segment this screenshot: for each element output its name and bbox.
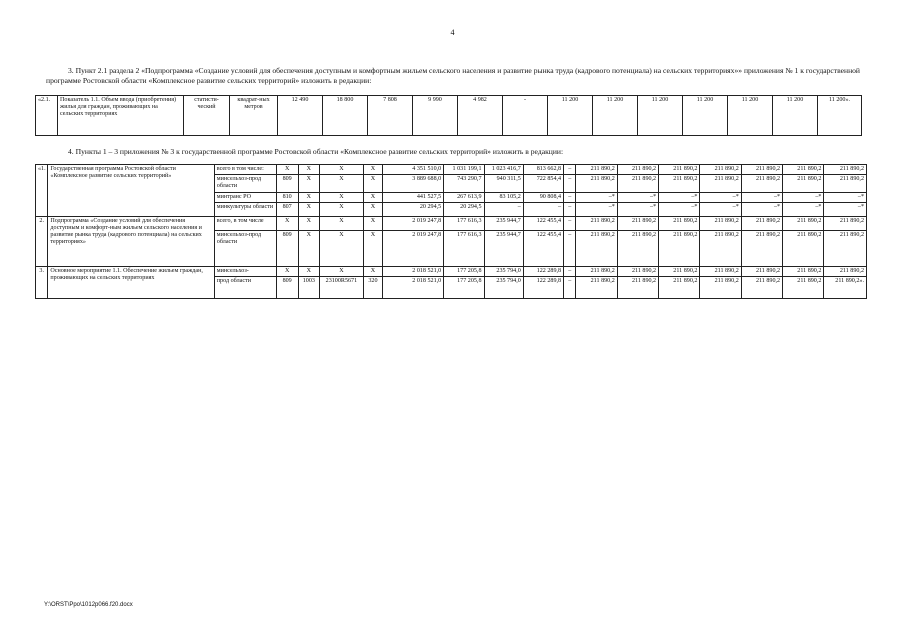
total-cell: 20 294,5: [383, 202, 444, 216]
grbs-cell: 810: [276, 192, 298, 202]
year-value-cell: –*: [659, 202, 700, 216]
vr-cell: X: [363, 175, 383, 192]
csr-cell: X: [320, 216, 363, 230]
year-value-cell: 177 205,8: [444, 266, 484, 276]
funding-table: [35, 164, 867, 299]
year-value-cell: –: [523, 202, 563, 216]
year-value-cell: 267 613,9: [444, 192, 484, 202]
value-cell: 12 490: [278, 96, 323, 136]
vr-cell: X: [363, 202, 383, 216]
year-value-cell: –: [564, 216, 576, 230]
total-cell: 2 018 521,0: [383, 266, 444, 276]
paragraph-4: 4. Пункты 1 – 3 приложения № 3 к государственной программе Ростовской области «Комплексное развитие сельских территорий» изложить в редакции:: [68, 147, 564, 156]
year-value-cell: –: [564, 202, 576, 216]
value-cell: 18 800: [323, 96, 368, 136]
rzpr-cell: X: [298, 192, 320, 202]
year-value-cell: 177 616,3: [444, 230, 484, 266]
program-name: Государственная программа Ростовской области «Комплексное развитие сельских территорий»: [48, 165, 214, 217]
grbs-cell: 809: [276, 277, 298, 299]
executor-cell: минтранс РО: [214, 192, 276, 202]
year-value-cell: 211 890,2: [824, 230, 867, 266]
page-number: 4: [450, 28, 455, 37]
csr-cell: X: [320, 165, 363, 175]
vr-cell: X: [363, 216, 383, 230]
year-value-cell: 211 890,2: [824, 165, 867, 175]
row-number: «2.1.: [36, 96, 58, 136]
year-value-cell: 122 455,4: [523, 216, 563, 230]
year-value-cell: 211 890,2: [659, 266, 700, 276]
year-value-cell: 177 205,8: [444, 277, 484, 299]
year-value-cell: –*: [783, 202, 824, 216]
year-value-cell: 211 890,2: [617, 230, 658, 266]
program-name: Подпрограмма «Создание условий для обеспечения доступным и комфорт-ным жильем сельского населения и развитие рынка труда (кадрового потенциала) на сельских территориях»: [48, 216, 214, 266]
year-value-cell: 211 890,2».: [824, 277, 867, 299]
executor-cell: минсельхоз-: [214, 266, 276, 276]
year-value-cell: –*: [617, 192, 658, 202]
indicator-name: Показатель 1.1. Объем ввода (приобретения) жилья для граждан, проживающих на сельских территориях: [58, 96, 184, 136]
year-value-cell: –: [564, 266, 576, 276]
rzpr-cell: X: [298, 202, 320, 216]
year-value-cell: –*: [659, 192, 700, 202]
total-cell: 441 527,5: [383, 192, 444, 202]
csr-cell: X: [320, 230, 363, 266]
year-value-cell: 813 662,8: [523, 165, 563, 175]
row-number: «1.: [36, 165, 48, 217]
vr-cell: 320: [363, 277, 383, 299]
year-value-cell: –*: [783, 192, 824, 202]
year-value-cell: 235 794,0: [484, 266, 523, 276]
executor-cell: всего в том числе:: [214, 165, 276, 175]
year-value-cell: 122 289,8: [523, 277, 563, 299]
year-value-cell: 211 890,2: [700, 266, 741, 276]
year-value-cell: 743 290,7: [444, 175, 484, 192]
year-value-cell: 211 890,2: [783, 165, 824, 175]
year-value-cell: –*: [576, 202, 617, 216]
vr-cell: X: [363, 230, 383, 266]
value-cell: 11 200: [593, 96, 638, 136]
executor-cell: прод области: [214, 277, 276, 299]
year-value-cell: 211 890,2: [783, 266, 824, 276]
year-value-cell: 211 890,2: [824, 266, 867, 276]
year-value-cell: 83 105,2: [484, 192, 523, 202]
year-value-cell: 211 890,2: [617, 266, 658, 276]
year-value-cell: 211 890,2: [617, 216, 658, 230]
year-value-cell: 211 890,2: [783, 175, 824, 192]
year-value-cell: 211 890,2: [741, 230, 782, 266]
csr-cell: X: [320, 266, 363, 276]
year-value-cell: 90 808,4: [523, 192, 563, 202]
year-value-cell: –*: [700, 202, 741, 216]
year-value-cell: 211 890,2: [783, 230, 824, 266]
value-cell: 11 200: [638, 96, 683, 136]
year-value-cell: 211 890,2: [741, 266, 782, 276]
paragraph-3: 3. Пункт 2.1 раздела 2 «Подпрограмма «Создание условий для обеспечения доступным и комфортным жильем сельского населения и развитие рынка труда (кадрового потенциала) на сельских территориях»» приложения № 1 к государственной программе Ростовской области «Комплексное развитие сельских территорий» изложить в редакции:: [46, 66, 860, 85]
year-value-cell: 1 023 416,7: [484, 165, 523, 175]
table-row: [36, 216, 867, 230]
year-value-cell: 20 294,5: [444, 202, 484, 216]
year-value-cell: –: [564, 192, 576, 202]
year-value-cell: –*: [741, 192, 782, 202]
grbs-cell: 807: [276, 202, 298, 216]
year-value-cell: 211 890,2: [741, 277, 782, 299]
csr-cell: X: [320, 175, 363, 192]
total-cell: 2 018 521,0: [383, 277, 444, 299]
grbs-cell: X: [276, 216, 298, 230]
vr-cell: X: [363, 165, 383, 175]
year-value-cell: –*: [741, 202, 782, 216]
table-row: [36, 96, 862, 136]
rzpr-cell: X: [298, 230, 320, 266]
year-value-cell: 211 890,2: [576, 216, 617, 230]
executor-cell: минкультуры области: [214, 202, 276, 216]
csr-cell: X: [320, 192, 363, 202]
table-row: [36, 266, 867, 276]
year-value-cell: 122 455,4: [523, 230, 563, 266]
year-value-cell: 211 890,2: [824, 175, 867, 192]
year-value-cell: 940 311,5: [484, 175, 523, 192]
year-value-cell: 211 890,2: [783, 277, 824, 299]
year-value-cell: 211 890,2: [741, 165, 782, 175]
program-name: Основное мероприятие 1.1. Обеспечение жильем граждан, проживающих на сельских территориях: [48, 266, 214, 298]
year-value-cell: –: [484, 202, 523, 216]
year-value-cell: 211 890,2: [617, 175, 658, 192]
value-cell: 4 982: [458, 96, 503, 136]
year-value-cell: 1 031 199,1: [444, 165, 484, 175]
table-row: [36, 165, 867, 175]
rzpr-cell: X: [298, 216, 320, 230]
year-value-cell: 122 289,8: [523, 266, 563, 276]
value-cell: 11 200: [683, 96, 728, 136]
value-cell: 9 990: [413, 96, 458, 136]
value-cell: 11 200: [773, 96, 818, 136]
year-value-cell: 211 890,2: [659, 175, 700, 192]
rzpr-cell: X: [298, 266, 320, 276]
year-value-cell: 211 890,2: [741, 175, 782, 192]
rzpr-cell: X: [298, 165, 320, 175]
year-value-cell: 211 890,2: [659, 230, 700, 266]
total-cell: 4 351 510,0: [383, 165, 444, 175]
year-value-cell: –: [564, 175, 576, 192]
row-number: 3.: [36, 266, 48, 298]
executor-cell: всего, в том числе: [214, 216, 276, 230]
year-value-cell: 211 890,2: [659, 216, 700, 230]
year-value-cell: –*: [824, 192, 867, 202]
row-number: 2.: [36, 216, 48, 266]
indicator-unit: квадрат-ных метров: [230, 96, 278, 136]
indicator-table: [35, 95, 862, 136]
year-value-cell: 211 890,2: [700, 165, 741, 175]
csr-cell: 23100R5671: [320, 277, 363, 299]
grbs-cell: 809: [276, 230, 298, 266]
year-value-cell: 211 890,2: [700, 277, 741, 299]
vr-cell: X: [363, 192, 383, 202]
value-cell: 11 200: [728, 96, 773, 136]
year-value-cell: 211 890,2: [659, 277, 700, 299]
year-value-cell: –*: [700, 192, 741, 202]
vr-cell: X: [363, 266, 383, 276]
value-cell: 7 808: [368, 96, 413, 136]
year-value-cell: 211 890,2: [576, 230, 617, 266]
year-value-cell: 211 890,2: [576, 277, 617, 299]
total-cell: 3 889 688,0: [383, 175, 444, 192]
grbs-cell: X: [276, 266, 298, 276]
year-value-cell: 211 890,2: [700, 216, 741, 230]
total-cell: 2 019 247,8: [383, 230, 444, 266]
csr-cell: X: [320, 202, 363, 216]
year-value-cell: –: [564, 165, 576, 175]
value-cell: 11 200».: [818, 96, 862, 136]
file-path: Y:\ORST\Ppo\1012p066.f20.docx: [44, 602, 133, 608]
year-value-cell: –*: [576, 192, 617, 202]
year-value-cell: 235 794,0: [484, 277, 523, 299]
year-value-cell: 211 890,2: [824, 216, 867, 230]
value-cell: -: [503, 96, 548, 136]
grbs-cell: X: [276, 165, 298, 175]
year-value-cell: 235 944,7: [484, 216, 523, 230]
rzpr-cell: 1003: [298, 277, 320, 299]
year-value-cell: 211 890,2: [741, 216, 782, 230]
year-value-cell: 211 890,2: [617, 277, 658, 299]
value-cell: 11 200: [548, 96, 593, 136]
year-value-cell: 211 890,2: [617, 165, 658, 175]
executor-cell: минсельхоз-прод области: [214, 175, 276, 192]
grbs-cell: 809: [276, 175, 298, 192]
year-value-cell: 177 616,3: [444, 216, 484, 230]
year-value-cell: 211 890,2: [576, 165, 617, 175]
year-value-cell: 211 890,2: [576, 266, 617, 276]
year-value-cell: 722 854,4: [523, 175, 563, 192]
year-value-cell: –: [564, 277, 576, 299]
year-value-cell: –*: [824, 202, 867, 216]
year-value-cell: 211 890,2: [783, 216, 824, 230]
year-value-cell: –: [564, 230, 576, 266]
year-value-cell: 235 944,7: [484, 230, 523, 266]
year-value-cell: 211 890,2: [659, 165, 700, 175]
year-value-cell: 211 890,2: [700, 175, 741, 192]
total-cell: 2 019 247,8: [383, 216, 444, 230]
year-value-cell: 211 890,2: [700, 230, 741, 266]
indicator-type: статисти-ческий: [184, 96, 230, 136]
executor-cell: минсельхоз-прод области: [214, 230, 276, 266]
year-value-cell: –*: [617, 202, 658, 216]
year-value-cell: 211 890,2: [576, 175, 617, 192]
rzpr-cell: X: [298, 175, 320, 192]
